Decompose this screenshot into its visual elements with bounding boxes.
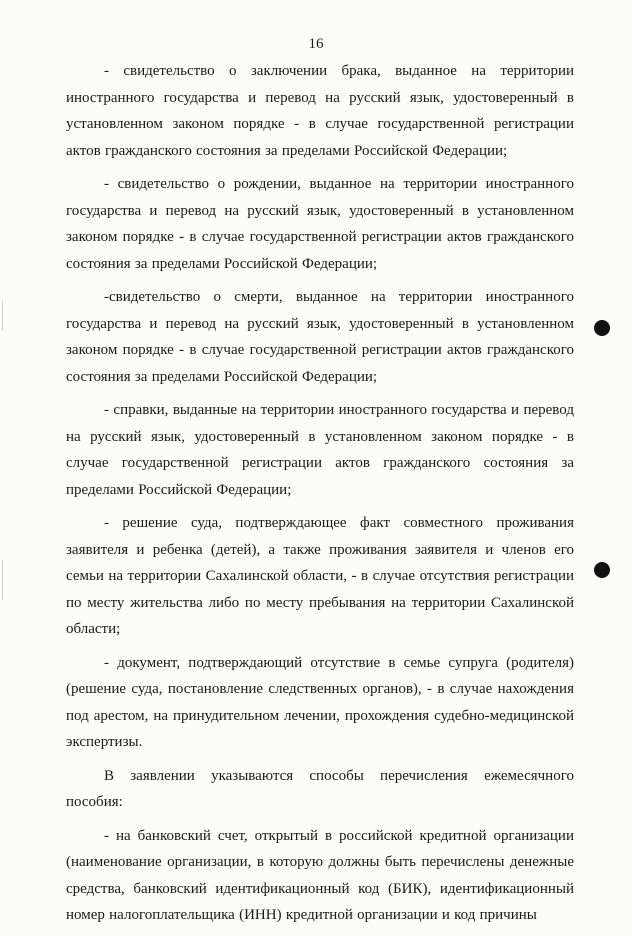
page-number: 16 bbox=[308, 36, 324, 52]
document-body bbox=[66, 58, 574, 936]
paragraph-payment-methods: В заявлении указываются способы перечисления ежемесячного пособия: bbox=[66, 767, 574, 810]
scan-margin-mark-upper bbox=[2, 300, 3, 330]
paragraph-absence-document: - документ, подтверждающий отсутствие в семье супруга (родителя) (решение суда, постановление следственных органов), - в случае нахождения под арестом, на принудительном лечении, прохождения судебно-медицинской экспертизы. bbox=[66, 654, 574, 750]
scan-margin-mark-lower bbox=[2, 560, 3, 600]
paragraph-court-decision: - решение суда, подтверждающее факт совместного проживания заявителя и ребенка (детей), а также проживания заявителя и членов его семьи на территории Сахалинской области, - в случае отсутствия регистрации по месту жительства либо по месту пребывания на территории Сахалинской области; bbox=[66, 515, 574, 637]
punch-hole-lower bbox=[594, 562, 610, 578]
punch-hole-upper bbox=[594, 320, 610, 336]
paragraph-birth-certificate: - свидетельство о рождении, выданное на территории иностранного государства и перевод на русский язык, удостоверенный в установленном законом порядке - в случае государственной регистрации актов гражданского состояния за пределами Российской Федерации; bbox=[66, 176, 574, 272]
paragraph-foreign-certificates: - справки, выданные на территории иностранного государства и перевод на русский язык, удостоверенный в установленном законом порядке - в случае государственной регистрации актов гражданского состояния за пределами Российской Федерации; bbox=[66, 402, 574, 498]
paragraph-marriage-certificate: - свидетельство о заключении брака, выданное на территории иностранного государства и перевод на русский язык, удостоверенный в установленном законом порядке - в случае государственной регистрации актов гражданского состояния за пределами Российской Федерации; bbox=[66, 63, 574, 159]
paragraph-bank-account: - на банковский счет, открытый в российской кредитной организации (наименование организации, в которую должны быть перечислены денежные средства, банковский идентификационный код (БИК), идентификационный номер налогоплательщика (ИНН) кредитной организации и код причины bbox=[66, 827, 574, 923]
paragraph-death-certificate: -свидетельство о смерти, выданное на территории иностранного государства и перевод на русский язык, удостоверенный в установленном законом порядке - в случае государственной регистрации актов гражданского состояния за пределами Российской Федерации; bbox=[66, 289, 574, 385]
